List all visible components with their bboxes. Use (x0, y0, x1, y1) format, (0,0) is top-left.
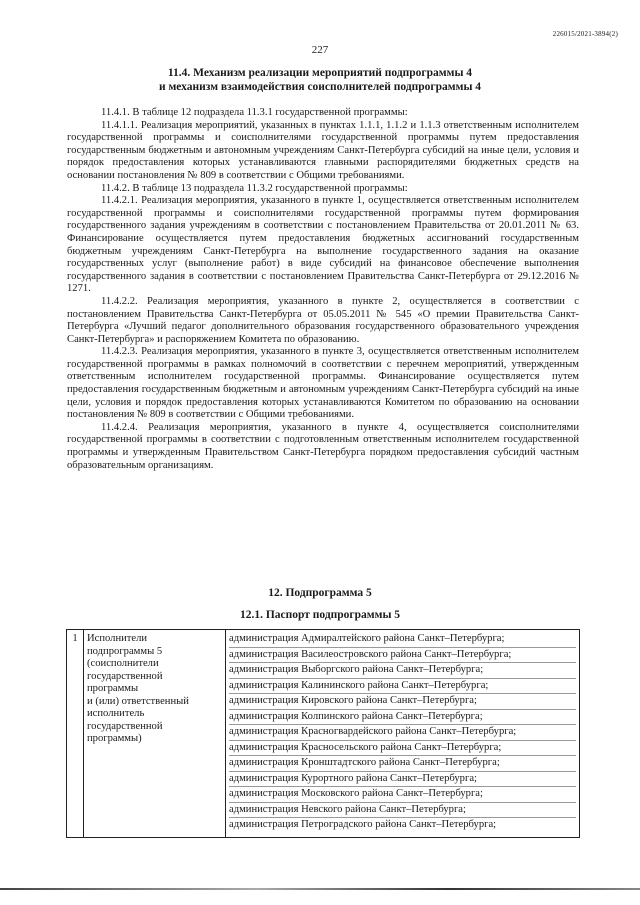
list-item: администрация Кронштадтского района Санкт–Петербурга; (229, 757, 576, 772)
scan-edge-line (0, 888, 640, 890)
list-item: администрация Кировского района Санкт–Петербурга; (229, 695, 576, 710)
label-line: программы) (87, 733, 142, 744)
paragraph: 11.4.1.1. Реализация мероприятий, указанных в пунктах 1.1.1, 1.1.2 и 1.1.3 ответственным исполнителем государственной программы и соисполнителями государственной программы путем предоставления государственным бюджетным и автономным учреждениям Санкт-Петербурга субсидий на иные цели, условия и порядок предоставления которых устанавливаются главными распорядителями бюджетных средств на основании постановления № 809 в соответствии с Общими требованиями. (67, 119, 579, 181)
page-number: 227 (311, 44, 329, 56)
label-line: государственной (87, 670, 163, 682)
label-line: и (или) ответственный (87, 695, 189, 707)
label-line: подпрограммы 5 (87, 645, 163, 657)
section-heading-line: и механизм взаимодействия соисполнителей подпрограммы 4 (158, 81, 482, 93)
section-heading-11-4 (60, 66, 580, 94)
subprogram-heading: 12. Подпрограмма 5 (268, 587, 372, 599)
list-item: администрация Выборгского района Санкт–Петербурга; (229, 664, 576, 679)
paragraph: 11.4.2.1. Реализация мероприятия, указанного в пункте 1, осуществляется ответственным исполнителем государственной программы и соисполнителями государственной программы путем формирования государственного задания учреждениям в соответствии с постановлением Правительства от 20.01.2011 № 63. Финансирование осуществляется путем предоставления бюджетных ассигнований государственным бюджетным учреждениям Санкт-Петербурга на выполнение государственного задания на оказание государственных услуг (выполнение работ) в виде субсидий на финансовое обеспечение выполнения государственного задания в соответствии с постановлением Правительства Санкт-Петербурга от 29.12.2016 № 1271. (67, 195, 579, 295)
row-number: 1 (67, 630, 84, 838)
label-line: программы (87, 683, 139, 694)
label-line: исполнитель (87, 708, 145, 719)
list-item: администрация Невского района Санкт–Петербурга; (229, 804, 576, 819)
list-item: администрация Красногвардейского района Санкт–Петербурга; (229, 726, 576, 741)
section-heading-line: 11.4. Механизм реализации мероприятий подпрограммы 4 (167, 67, 473, 79)
paragraph: 11.4.1. В таблице 12 подраздела 11.3.1 государственной программы: (101, 107, 408, 118)
paragraph: 11.4.2.3. Реализация мероприятия, указанного в пункте 3, осуществляется ответственным исполнителем государственной программы в рамках полномочий в соответствии с перечнем мероприятий, утвержденным ответственным исполнителем государственной программы. Финансирование осуществляется путем предоставления государственным бюджетным и автономным учреждениям Санкт-Петербурга субсидий на иные цели, условия и порядок предоставления которых устанавливаются Комитетом по образованию на основании постановления № 809 в соответствии с Общими требованиями. (67, 346, 579, 421)
list-item: администрация Красносельского района Санкт–Петербурга; (229, 742, 576, 757)
paragraph: 11.4.2.4. Реализация мероприятия, указанного в пункте 4, осуществляется соисполнителями государственной программы в соответствии с подготовленным ответственным исполнителем государственной программы и утвержденным Правительством Санкт-Петербурга порядком предоставления субсидий частным образовательным организациям. (67, 421, 579, 471)
passport-table (66, 629, 580, 838)
table-row (67, 630, 580, 838)
list-item: администрация Курортного района Санкт–Петербурга; (229, 773, 576, 788)
list-item: администрация Московского района Санкт–Петербурга; (229, 788, 576, 803)
list-item: администрация Петроградского района Санкт–Петербурга; (229, 819, 497, 830)
list-item: администрация Колпинского района Санкт–Петербурга; (229, 711, 576, 726)
row-label (84, 630, 226, 838)
label-line: государственной (87, 720, 163, 732)
passport-heading: 12.1. Паспорт подпрограммы 5 (239, 609, 401, 621)
list-item: администрация Василеостровского района Санкт–Петербурга; (229, 649, 576, 664)
document-code: 226015/2021-3894(2) (552, 30, 618, 38)
row-values (226, 630, 580, 838)
body-text (67, 107, 579, 472)
list-item: администрация Калининского района Санкт–Петербурга; (229, 680, 576, 695)
label-line: Исполнители (87, 633, 148, 644)
label-line: (соисполнители (87, 658, 159, 669)
list-item: администрация Адмиралтейского района Санкт–Петербурга; (229, 633, 576, 648)
paragraph: 11.4.2.2. Реализация мероприятия, указанного в пункте 2, осуществляется в соответствии с постановлением Правительства Санкт-Петербурга от 05.05.2011 № 545 «О премии Правительства Санкт-Петербурга «Лучший педагог дополнительного образования государственного образовательного учреждения Санкт-Петербурга» и распоряжением Комитета по образованию. (67, 295, 579, 345)
paragraph: 11.4.2. В таблице 13 подраздела 11.3.2 государственной программы: (101, 182, 408, 194)
